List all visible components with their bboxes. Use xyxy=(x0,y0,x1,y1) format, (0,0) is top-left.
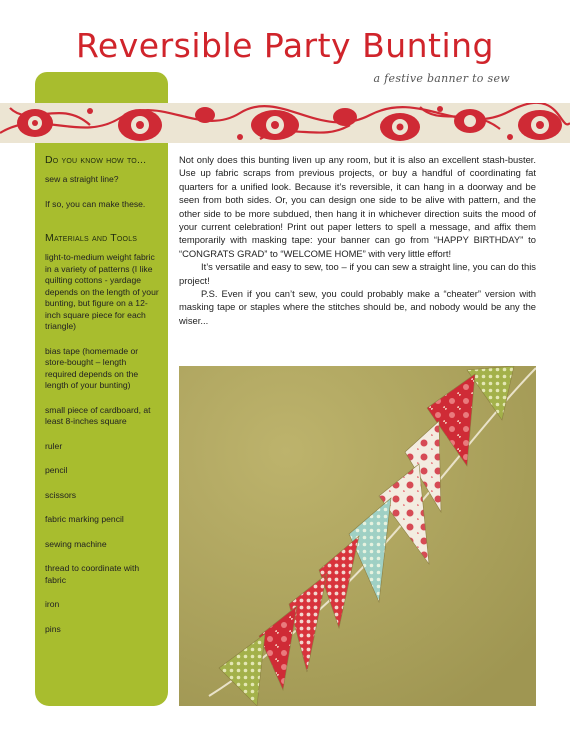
material-item: light-to-medium weight fabric in a variety of patterns (I like quilting cottons - yardage depends on the length of your bunting, but figure on a 12-inch square piece for each triangle) xyxy=(45,252,159,331)
material-item: fabric marking pencil xyxy=(45,514,124,524)
material-item: iron xyxy=(45,599,60,609)
material-item: scissors xyxy=(45,489,77,500)
material-item: thread to coordinate with fabric xyxy=(45,563,140,585)
page-title: Reversible Party Bunting xyxy=(75,26,495,65)
know-how-item: If so, you can make these. xyxy=(45,198,146,209)
material-item: sewing machine xyxy=(45,538,107,549)
section-heading-materials: Materials and Tools xyxy=(45,232,138,244)
know-how-item: sew a straight line? xyxy=(45,174,119,184)
material-item: ruler xyxy=(45,440,63,451)
material-item: small piece of cardboard, at least 8-inches square xyxy=(45,404,151,426)
material-item: pencil xyxy=(45,465,68,475)
intro-paragraph: Not only does this bunting liven up any room, but it is also an excellent stash-buster. Use up fabric scraps from previous projects, or buy a handful of coordinating fat quarters for a unified look. Because it’s reversible, it can hang in a doorway and be seen from both sides. Or, you can design one side to be alive with pattern, and the other side to be more subdued, then hang it in whichever direction suits the mood of your current celebration! Print out paper letters to spell a message, and affix them temporarily with masking tape: your banner can go from “HAPPY BIRTHDAY” to “CONGRATS GRAD” to “WELCOME HOME” with very little effort! xyxy=(179,154,536,259)
intro-paragraph: It’s versatile and easy to sew, too – if you can sew a straight line, you can do this project! xyxy=(179,261,536,286)
bunting-photo xyxy=(179,366,536,706)
intro-paragraph: P.S. Even if you can’t sew, you could probably make a “cheater” version with masking tape or staples where the stitches should be, and nobody would be any the wiser... xyxy=(179,288,536,326)
sidebar xyxy=(35,143,168,706)
intro-text xyxy=(179,153,536,327)
material-item: pins xyxy=(45,623,61,634)
fabric-pattern-strip xyxy=(0,103,570,143)
page-subtitle: a festive banner to sew xyxy=(373,72,510,85)
section-heading-know-how: Do you know how to... xyxy=(45,154,147,166)
material-item: bias tape (homemade or store-bought – length required depends on the length of your bunting) xyxy=(45,345,139,390)
